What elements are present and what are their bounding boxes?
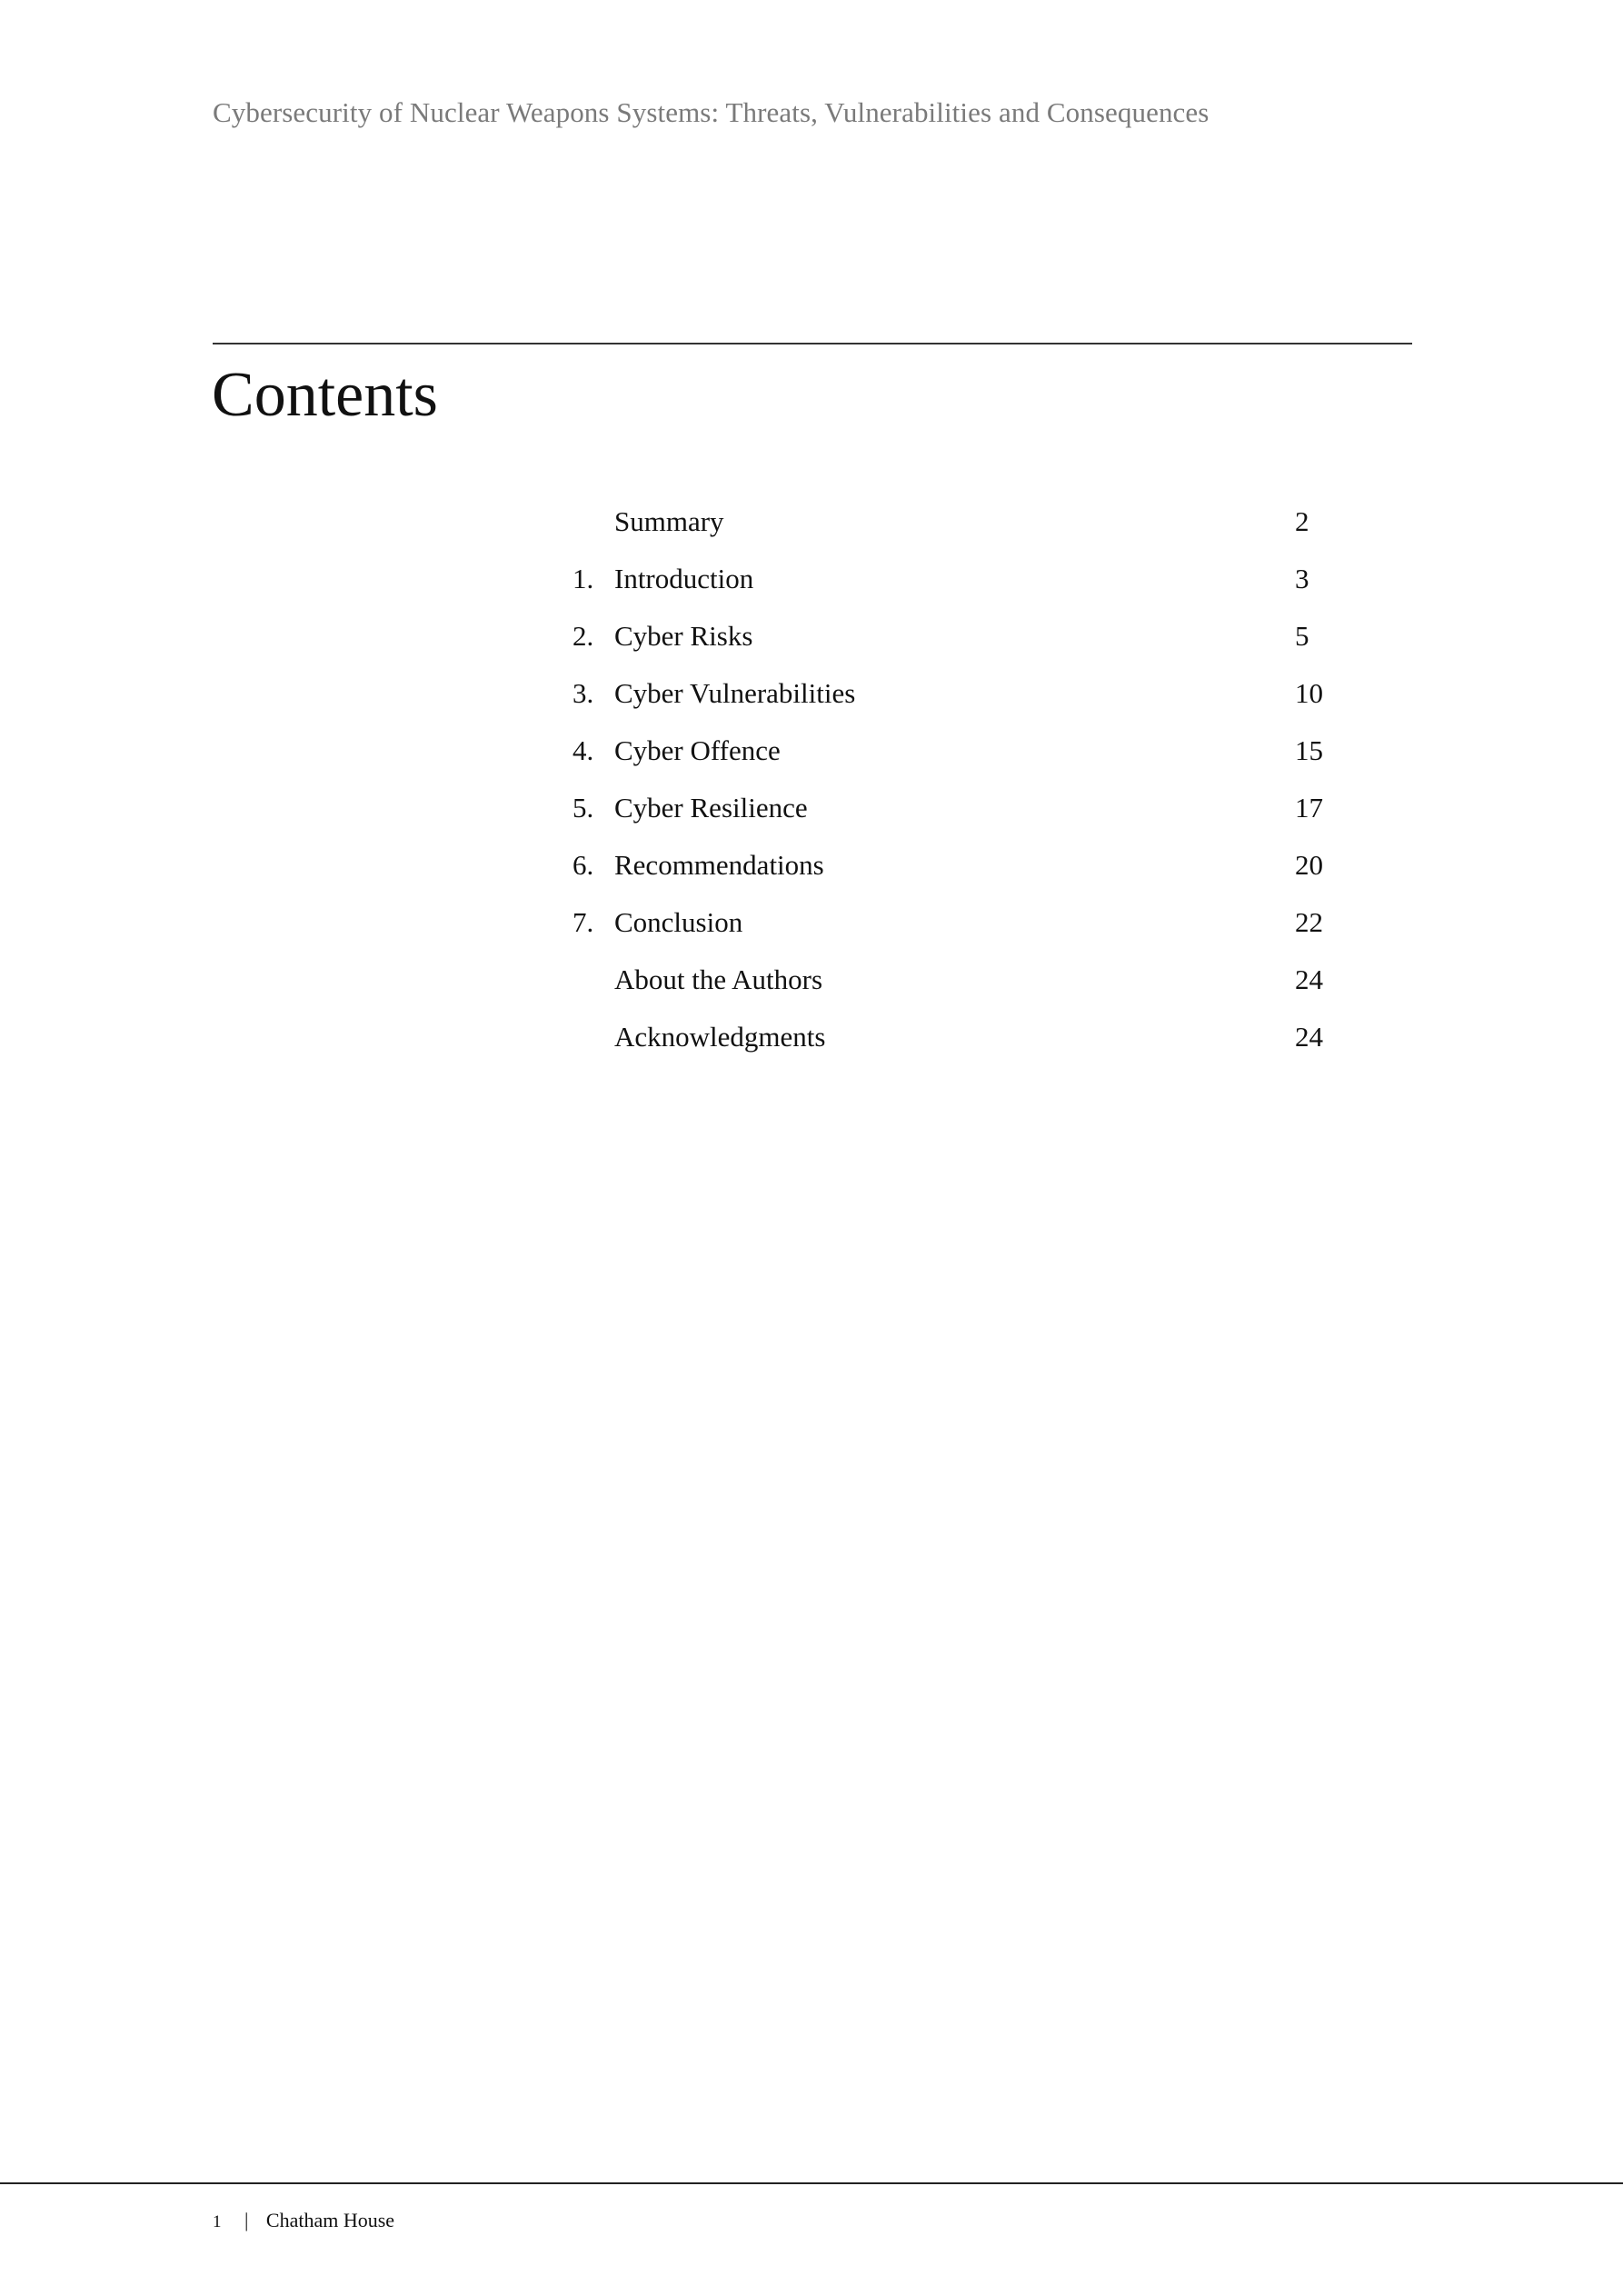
toc-entry-about-the-authors[interactable] (573, 956, 1336, 1013)
toc-entry-number: 4. (573, 734, 594, 766)
toc-entry-title: Summary (614, 505, 724, 537)
toc-entry-cyber-resilience[interactable] (573, 784, 1336, 842)
toc-entry-number: 5. (573, 792, 594, 824)
toc-entry-title: Cyber Risks (614, 620, 753, 652)
toc-entry-title: Cyber Resilience (614, 792, 808, 824)
toc-entry-number: 3. (573, 677, 594, 709)
toc-entry-introduction[interactable] (573, 555, 1336, 613)
footer-separator: | (244, 2209, 249, 2231)
contents-heading: Contents (212, 360, 438, 430)
toc-entry-cyber-risks[interactable] (573, 613, 1336, 670)
toc-entry-page: 20 (1295, 849, 1323, 881)
footer-publisher: Chatham House (265, 2209, 395, 2231)
footer-divider (0, 2182, 1623, 2184)
toc-entry-number: 1. (573, 563, 594, 594)
running-header: Cybersecurity of Nuclear Weapons Systems: Threats, Vulnerabilities and Consequences (213, 96, 1210, 128)
toc-entry-title: Introduction (614, 563, 754, 594)
toc-entry-page: 22 (1295, 906, 1323, 938)
page-footer (213, 2209, 394, 2232)
table-of-contents (573, 498, 1336, 1071)
toc-entry-title: About the Authors (614, 963, 823, 995)
toc-entry-page: 24 (1295, 963, 1323, 995)
toc-entry-title: Acknowledgments (614, 1021, 826, 1053)
toc-entry-title: Cyber Vulnerabilities (614, 677, 856, 709)
toc-entry-page: 15 (1295, 734, 1323, 766)
toc-entry-number: 6. (573, 849, 594, 881)
header-divider (213, 343, 1412, 344)
toc-entry-conclusion[interactable] (573, 899, 1336, 956)
toc-entry-page: 5 (1295, 620, 1309, 652)
toc-entry-page: 24 (1295, 1021, 1323, 1053)
footer-page-number: 1 (213, 2212, 222, 2231)
toc-entry-cyber-offence[interactable] (573, 727, 1336, 784)
toc-entry-summary[interactable] (573, 498, 1336, 555)
toc-entry-acknowledgments[interactable] (573, 1013, 1336, 1071)
toc-entry-cyber-vulnerabilities[interactable] (573, 670, 1336, 727)
toc-entry-recommendations[interactable] (573, 842, 1336, 899)
toc-entry-number: 7. (573, 906, 594, 938)
toc-entry-number: 2. (573, 620, 594, 652)
toc-entry-page: 3 (1295, 563, 1309, 594)
toc-entry-page: 17 (1295, 792, 1323, 824)
toc-entry-title: Recommendations (614, 849, 824, 881)
toc-entry-page: 2 (1295, 505, 1309, 537)
toc-entry-title: Cyber Offence (614, 734, 781, 766)
toc-entry-title: Conclusion (614, 906, 743, 938)
toc-entry-page: 10 (1295, 677, 1323, 709)
